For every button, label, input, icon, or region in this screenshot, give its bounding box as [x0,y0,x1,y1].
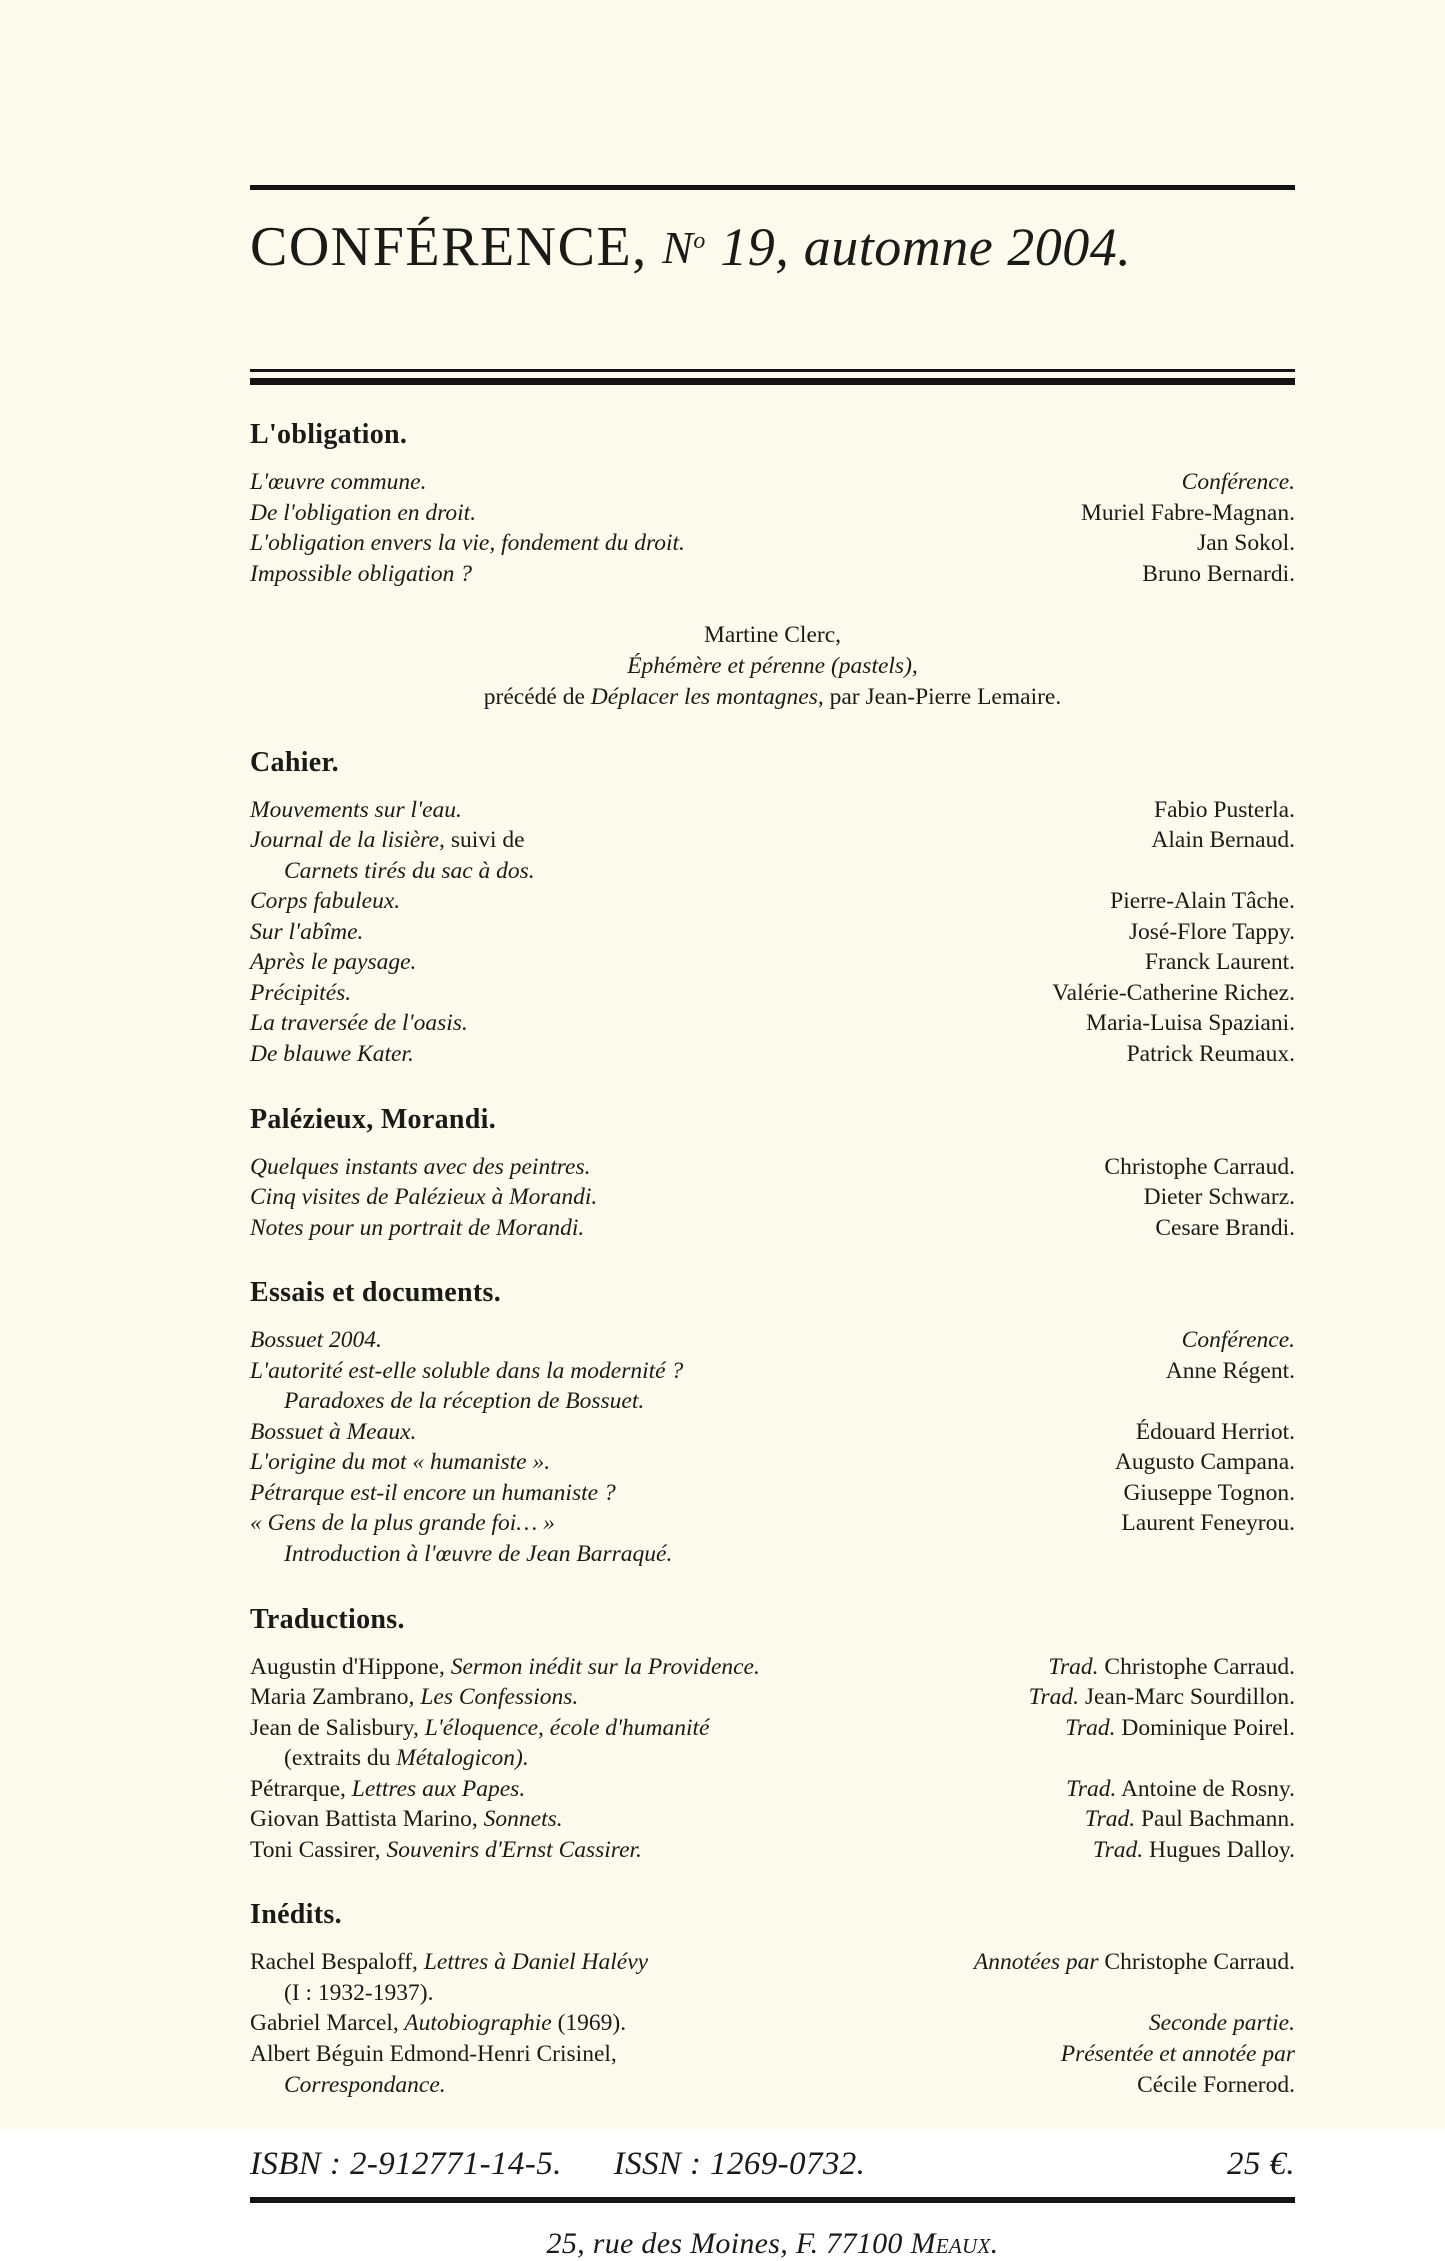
entry-contributor-name: Christophe Carraud. [1098,1653,1295,1680]
entry-title [250,856,553,887]
entry-work-title: Carnets tirés du sac à dos. [284,857,535,884]
entry-title [250,2039,635,2070]
entry-list-essais [250,1325,1295,1569]
sections-container [250,419,1295,2100]
entry-row [250,1713,1295,1744]
section-traductions [250,1604,1295,1866]
entry-contributor-name: Fabio Pusterla. [1154,796,1295,823]
entry-title [250,1947,666,1978]
entry-row [250,1039,1295,1070]
entry-work-title: « Gens de la plus grande foi… » [250,1510,555,1537]
entry-title [250,498,494,529]
entry-work-title: Sonnets. [477,1806,563,1833]
entry-title [250,1386,662,1417]
entry-row [250,1682,1295,1713]
entry-work-title: Journal de la lisière, [250,827,445,854]
entry-contributor [1121,1508,1295,1539]
entry-title [250,1539,690,1570]
entry-contributor-name: Cécile Fornerod. [1137,2071,1295,2098]
entry-row [250,856,1295,887]
entry-work-title: Sermon inédit sur la Providence. [444,1653,760,1680]
footer-identifiers [250,2146,1295,2183]
entry-contributor [1142,559,1295,590]
entry-work-title: Les Confessions. [414,1684,579,1711]
entry-row [250,1835,1295,1866]
address-city: Meaux. [910,2227,999,2261]
section-title-inedits: Inédits. [250,1899,342,1931]
entry-work-title: Après le paysage. [250,949,417,976]
entry-work-title: L'œuvre commune. [250,469,427,496]
entry-contributor-name: Hugues Dalloy. [1143,1836,1295,1863]
entry-contributor-name: Giuseppe Tognon. [1123,1479,1295,1506]
issn-text: ISSN : 1269-0732. [613,2146,866,2183]
bottom-rule [250,2197,1295,2203]
section-cahier [250,747,1295,1070]
entry-row [250,528,1295,559]
entry-contributor [1144,1182,1295,1213]
entry-work-title: De l'obligation en droit. [250,499,477,526]
entry-contributor [1065,1713,1295,1744]
entry-contributor [1061,2039,1295,2070]
entry-contributor-prefix: Trad. [1066,1775,1117,1802]
entry-title [250,1508,573,1539]
entry-contributor [1127,1039,1295,1070]
entry-contributor-prefix: Trad. [1065,1714,1116,1741]
entry-title [250,2008,644,2039]
entry-author-name: Maria Zambrano, [250,1684,415,1711]
entry-title [250,1356,701,1387]
entry-author-name: Gabriel Marcel, [250,2010,399,2037]
entry-row [250,1447,1295,1478]
entry-contributor-name: Pierre-Alain Tâche. [1110,888,1295,915]
entry-row [250,947,1295,978]
entry-contributor [1052,978,1295,1009]
entry-work-title: L'éloquence, école d'humanité [418,1714,710,1741]
entry-row [250,1182,1295,1213]
entry-contributor [1086,1008,1295,1039]
entry-contributor [1145,947,1295,978]
entry-work-title: Autobiographie [398,2010,552,2037]
entry-author-name: Jean de Salisbury, [250,1714,419,1741]
entry-work-title: Mouvements sur l'eau. [250,796,462,823]
section-title-essais: Essais et documents. [250,1277,502,1309]
address-street: 25, rue des Moines, F. 77100 [546,2227,911,2261]
centered-credit-line [250,651,1295,682]
entry-row [250,1152,1295,1183]
entry-title [250,2070,464,2101]
entry-contributor-name: Conférence. [1181,469,1295,496]
entry-title [250,886,418,917]
entry-row [250,1325,1295,1356]
entry-work-title: Quelques instants avec des peintres. [250,1153,591,1180]
entry-contributor-name: Jan Sokol. [1197,530,1295,557]
entry-contributor-prefix: Seconde partie. [1148,2010,1295,2037]
entry-title [250,1213,602,1244]
entry-contributor [1137,2070,1295,2101]
entry-title [250,1478,634,1509]
entry-work-title: Bossuet à Meaux. [250,1418,417,1445]
entry-contributor [1110,886,1295,917]
entry-contributor [1166,1356,1295,1387]
section-obligation [250,419,1295,712]
entry-contributor [1115,1447,1295,1478]
entry-row [250,978,1295,1009]
entry-list-inedits [250,1947,1295,2100]
entry-row [250,1652,1295,1683]
entry-row [250,1539,1295,1570]
centered-credit-text: , par Jean-Pierre Lemaire. [817,683,1062,710]
masthead-title [250,218,1295,277]
entry-title [250,1713,727,1744]
entry-contributor [1149,2008,1295,2039]
centered-credit-text: Éphémère et pérenne (pastels), [627,652,918,679]
issue-number-label: $N^o$ [662,222,706,273]
entry-contributor-prefix: Trad. [1028,1684,1079,1711]
entry-work-title: De blauwe Kater. [250,1040,414,1067]
centered-credit-text: précédé de [483,683,591,710]
entry-row [250,1008,1295,1039]
entry-title [250,1182,615,1213]
entry-author-name: Giovan Battista Marino, [250,1806,478,1833]
entry-title [250,947,434,978]
entry-work-title: Souvenirs d'Ernst Cassirer. [380,1836,642,1863]
entry-title [250,1743,547,1774]
entry-list-palezieux [250,1152,1295,1244]
issue-season-year: automne 2004. [803,217,1132,277]
entry-contributor-name: Dieter Schwarz. [1143,1184,1295,1211]
entry-row [250,1386,1295,1417]
entry-work-title: Notes pour un portrait de Morandi. [250,1214,585,1241]
entry-work-title: Corps fabuleux. [250,888,401,915]
entry-title [250,825,543,856]
entry-title-tail: (1969). [551,2010,627,2037]
entry-title [250,1652,778,1683]
entry-contributor [1136,1417,1295,1448]
entry-title [250,467,444,498]
entry-title [250,1417,434,1448]
entry-contributor-name: Antoine de Rosny. [1116,1775,1295,1802]
entry-row [250,1774,1295,1805]
section-title-cahier: Cahier. [250,746,339,778]
isbn-text: ISBN : 2-912771-14-5. [250,2146,562,2183]
entry-contributor-prefix: Trad. [1092,1836,1144,1863]
entry-list-obligation [250,467,1295,589]
entry-author-name: Toni Cassirer, [250,1836,381,1863]
entry-contributor [1155,1213,1295,1244]
section-title-obligation: L'obligation. [250,419,408,451]
entry-contributor-name: Christophe Carraud. [1098,1949,1295,1976]
entry-work-title: Correspondance. [284,2071,446,2098]
entry-title [250,1447,568,1478]
entry-work-title: L'obligation envers la vie, fondement du droit. [250,530,685,557]
entry-title [250,1039,432,1070]
issue-number: 19, [720,217,790,277]
entry-title-tail: suivi de [444,827,525,854]
entry-work-title: Sur l'abîme. [250,918,364,945]
entry-contributor-name: Maria-Luisa Spaziani. [1086,1010,1295,1037]
entry-contributor-name: Augusto Campana. [1114,1449,1295,1476]
entry-title [250,1978,451,2009]
entry-title [250,1774,543,1805]
entry-row [250,825,1295,856]
entry-contributor-name: Valérie-Catherine Richez. [1052,979,1295,1006]
publisher-address [250,2227,1295,2261]
entry-contributor-prefix: Trad. [1048,1653,1099,1680]
double-rule [250,369,1295,385]
centered-credit-text: Déplacer les montagnes [590,683,818,710]
entry-contributor-name: Paul Bachmann. [1135,1806,1295,1833]
entry-contributor [1066,1774,1295,1805]
entry-row [250,1508,1295,1539]
entry-row [250,1417,1295,1448]
entry-row [250,1356,1295,1387]
entry-row [250,1804,1295,1835]
entry-row [250,559,1295,590]
entry-row [250,1213,1295,1244]
entry-contributor [1151,825,1295,856]
entry-contributor-name: Édouard Herriot. [1135,1418,1295,1445]
entry-row [250,2008,1295,2039]
entry-row [250,498,1295,529]
entry-contributor [1048,1652,1295,1683]
entry-contributor-name: Alain Bernaud. [1151,827,1295,854]
entry-contributor-name: Franck Laurent. [1144,949,1295,976]
entry-work-title: Bossuet 2004. [250,1327,382,1354]
entry-contributor-prefix: Annotées par [973,1949,1099,1976]
entry-work-title: Lettres à Daniel Halévy [417,1949,649,1976]
entry-work-title: Pétrarque est-il encore un humaniste ? [250,1479,616,1506]
entry-list-cahier [250,795,1295,1070]
section-title-palezieux: Palézieux, Morandi. [250,1103,496,1135]
entry-list-traductions [250,1652,1295,1866]
entry-contributor-name: Cesare Brandi. [1155,1214,1295,1241]
entry-row [250,1743,1295,1774]
price-text: 25 €. [1227,2146,1295,2183]
entry-work-title: Paradoxes de la réception de Bossuet. [284,1388,645,1415]
entry-contributor-name: Christophe Carraud. [1104,1153,1295,1180]
entry-work-title: Précipités. [250,979,352,1006]
journal-name: CONFÉRENCE, [250,216,648,278]
entry-title [250,917,381,948]
entry-title [250,1682,596,1713]
entry-contributor-prefix: Présentée et annotée par [1060,2041,1295,2067]
entry-author-name: (extraits du [284,1745,391,1772]
entry-contributor-name: Bruno Bernardi. [1142,561,1295,587]
entry-title [250,1835,660,1866]
entry-contributor [1029,1682,1295,1713]
entry-row [250,2039,1295,2070]
entry-row [250,886,1295,917]
entry-work-title: Introduction à l'œuvre de Jean Barraqué. [284,1540,673,1567]
section-palezieux [250,1104,1295,1244]
entry-row [250,1947,1295,1978]
entry-row [250,1478,1295,1509]
entry-contributor-name: José-Flore Tappy. [1128,918,1295,945]
entry-contributor [1123,1478,1295,1509]
page-content [250,0,1295,2261]
entry-contributor [1093,1835,1295,1866]
entry-contributor [1081,498,1295,529]
entry-row [250,467,1295,498]
centered-credit-line [250,682,1295,713]
entry-contributor-name: Jean-Marc Sourdillon. [1078,1684,1295,1711]
entry-contributor-name: Conférence. [1181,1327,1295,1354]
centered-credit-block [250,620,1295,713]
entry-work-title: Métalogicon). [390,1745,529,1772]
entry-row [250,2070,1295,2101]
section-inedits [250,1899,1295,2100]
section-title-traductions: Traductions. [250,1603,405,1635]
entry-author-name: Augustin d'Hippone, [250,1653,445,1680]
entry-contributor-name: Dominique Poirel. [1115,1714,1295,1741]
entry-title [250,559,490,590]
entry-work-title: La traversée de l'oasis. [250,1010,468,1037]
entry-work-title: Lettres aux Papes. [345,1775,526,1802]
entry-contributor [1104,1152,1295,1183]
address-text [547,2227,999,2260]
entry-author-name: Albert Béguin Edmond-Henri Crisinel, [250,2041,617,2067]
centered-credit-line [250,620,1295,651]
entry-row [250,917,1295,948]
entry-contributor [1129,917,1295,948]
section-essais [250,1277,1295,1569]
entry-title [250,978,369,1009]
entry-title [250,1152,608,1183]
entry-work-title: Impossible obligation ? [250,561,472,587]
entry-author-name: (I : 1932-1937). [284,1979,434,2006]
entry-contributor-name: Muriel Fabre-Magnan. [1080,499,1295,526]
entry-contributor-prefix: Trad. [1084,1806,1136,1833]
centered-credit-text: Martine Clerc, [703,621,842,648]
entry-contributor [1182,1325,1295,1356]
entry-contributor [1085,1804,1295,1835]
entry-title [250,528,703,559]
entry-contributor [1182,467,1295,498]
entry-work-title: L'origine du mot « humaniste ». [250,1449,551,1476]
entry-row [250,1978,1295,2009]
entry-contributor [974,1947,1295,1978]
entry-work-title: L'autorité est-elle soluble dans la modernité ? [250,1357,684,1384]
top-rule [250,185,1295,190]
entry-contributor-name: Patrick Reumaux. [1126,1040,1295,1067]
entry-work-title: Cinq visites de Palézieux à Morandi. [250,1184,598,1211]
entry-contributor [1154,795,1295,826]
entry-row [250,795,1295,826]
entry-title [250,795,480,826]
entry-contributor-name: Anne Régent. [1165,1357,1295,1384]
entry-author-name: Pétrarque, [250,1775,346,1802]
entry-author-name: Rachel Bespaloff, [250,1949,418,1976]
entry-title [250,1804,581,1835]
entry-contributor [1197,528,1295,559]
entry-title [250,1325,400,1356]
entry-title [250,1008,486,1039]
entry-contributor-name: Laurent Feneyrou. [1121,1510,1295,1537]
